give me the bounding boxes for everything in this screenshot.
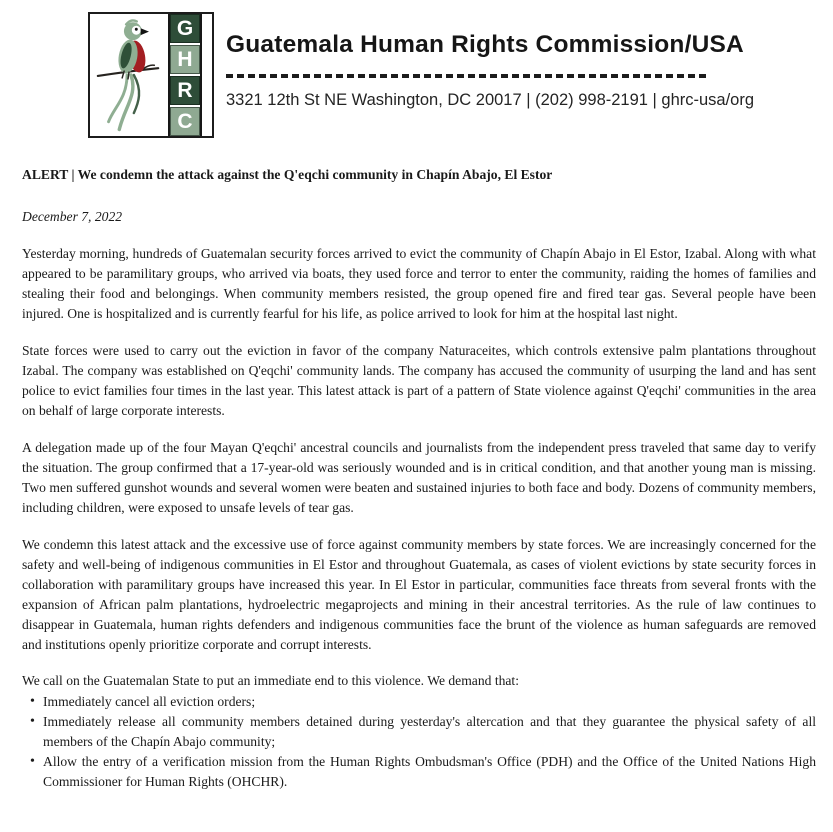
demand-item-3: • Allow the entry of a verification mission from the Human Rights Ombudsman's Office (PDH) and the Office of the United Nations High Commissioner for Human Rights (OHCHR). bbox=[43, 752, 816, 792]
demand-item-2: • Immediately release all community members detained during yesterday's altercation and that they guarantee the physical safety of all members of the Chapín Abajo community; bbox=[43, 712, 816, 752]
logo-spine bbox=[202, 14, 210, 136]
demands-list bbox=[22, 692, 816, 792]
body-paragraph-2: State forces were used to carry out the eviction in favor of the company Naturaceites, which controls extensive palm plantations throughout Izabal. The company was established on Q'eqchi' community lands. The company has accused the community of usurping the land and has sent police to evict families four times in the last year. This latest attack is part of a pattern of State violence against Q'eqchi' communities in the area on behalf of large corporate interests. bbox=[22, 343, 816, 418]
demand-item-1: • Immediately cancel all eviction orders; bbox=[43, 692, 816, 712]
body-paragraph-1: Yesterday morning, hundreds of Guatemalan security forces arrived to evict the community of Chapín Abajo in El Estor, Izabal. Along with what appeared to be paramilitary groups, who arrived via boats, they used force and terror to enter the community, raiding the homes of families and stealing their food and belongings. When community members resisted, the group opened fire and fired tear gas. Several people have been injured. One is hospitalized and is currently fearful for his life, as police arrived to look for him at the hospital last night. bbox=[22, 246, 816, 321]
logo-letter-g: G bbox=[170, 14, 200, 43]
body-paragraph-4: We condemn this latest attack and the excessive use of force against community members by state forces. We are increasingly concerned for the safety and well-being of indigenous communities in El Estor and throughout Guatemala, as cases of violent evictions by state security forces in collaboration with paramilitary groups have increased this year. In El Estor in particular, communities face threats from several fronts with the expansion of African palm plantations, hydroelectric megaprojects and mining in their ancestral territories. As the rule of law continues to disappear in Guatemala, human rights defenders and indigenous communities face the brunt of the violence as human safeguards are removed and institutions openly prioritize corporate and corrupt interests. bbox=[22, 537, 816, 652]
ghrc-logo bbox=[88, 12, 214, 138]
document-body bbox=[22, 165, 816, 792]
alert-headline: ALERT | We condemn the attack against the Q'eqchi community in Chapín Abajo, El Estor bbox=[22, 167, 553, 182]
logo-letter-c: C bbox=[170, 107, 200, 136]
letterhead bbox=[0, 0, 833, 138]
header-divider bbox=[226, 74, 710, 78]
logo-letter-tiles bbox=[168, 14, 202, 136]
contact-line: 3321 12th St NE Washington, DC 20017 | (202) 998-2191 | ghrc-usa/org bbox=[226, 90, 755, 109]
logo-letter-h: H bbox=[170, 45, 200, 74]
demands-intro: We call on the Guatemalan State to put an immediate end to this violence. We demand that: bbox=[22, 673, 519, 688]
quetzal-bird-icon bbox=[90, 14, 168, 136]
date-line: December 7, 2022 bbox=[22, 209, 123, 224]
org-name: Guatemala Human Rights Commission/USA bbox=[226, 31, 744, 58]
logo-letter-r: R bbox=[170, 76, 200, 105]
letterhead-text bbox=[226, 12, 754, 110]
body-paragraph-3: A delegation made up of the four Mayan Q'eqchi' ancestral councils and journalists from the independent press traveled that same day to verify the situation. The group confirmed that a 17-year-old was seriously wounded and is in critical condition, and that another young man is missing. Two men suffered gunshot wounds and several women were beaten and sustained injuries to both face and body. Dozens of community members, including children, were exposed to unsafe levels of tear gas. bbox=[22, 440, 816, 515]
